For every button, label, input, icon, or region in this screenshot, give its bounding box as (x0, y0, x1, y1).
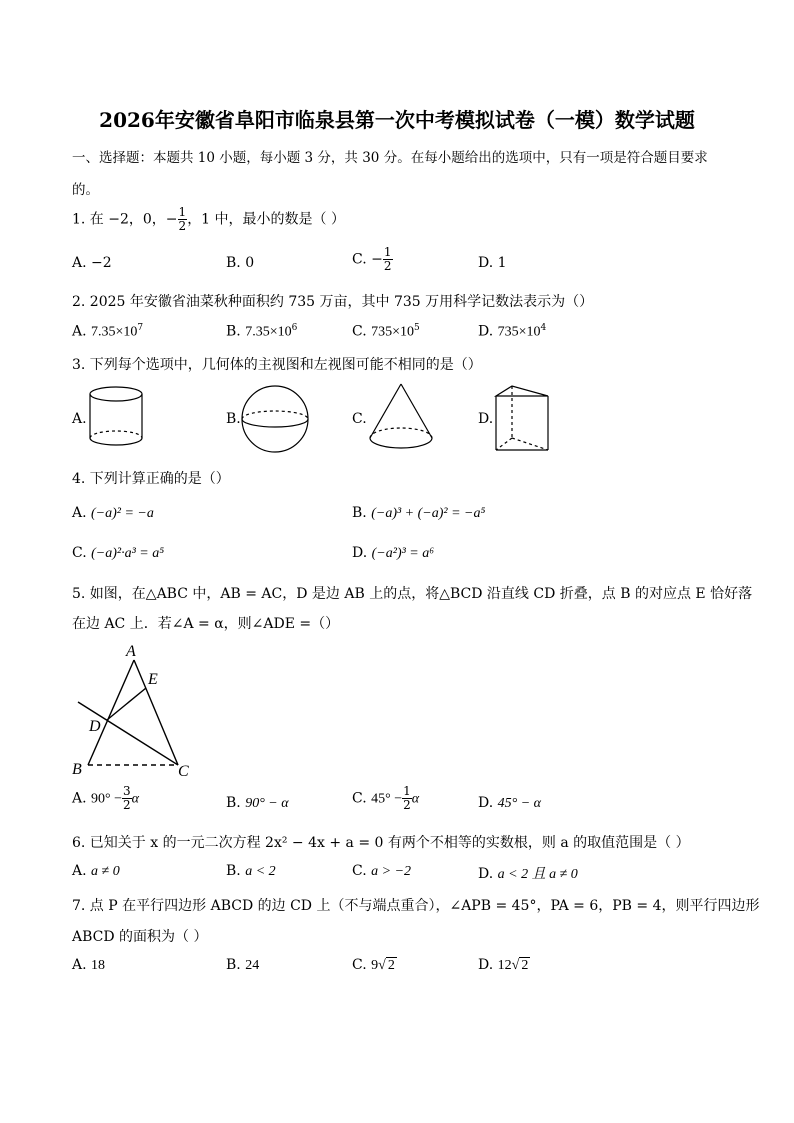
q2-c-base: 735×10 (371, 324, 415, 340)
q1-d-label: D. (478, 255, 494, 271)
q4-a-label: A. (72, 505, 87, 521)
q5-c-suffix: α (411, 791, 420, 807)
q5-option-a[interactable] (72, 785, 139, 812)
q7-option-c[interactable]: C. 9√ 2 (352, 957, 395, 973)
q6-b-text: a < 2 (245, 864, 276, 879)
q7-b-label: B. (226, 957, 241, 973)
q5-c-prefix: 45° − (371, 791, 403, 807)
q5-a-num: 3 (123, 784, 131, 798)
q1-option-a[interactable] (72, 255, 112, 271)
q5-d-label: D. (478, 795, 494, 811)
q6-c-text: a > −2 (371, 864, 412, 879)
question-7-line1: 7. 点 P 在平行四边形 ABCD 的边 CD 上（不与端点重合），∠APB = 45°，PA = 6，PB = 4，则平行四边形 (72, 898, 760, 914)
cylinder-icon (86, 384, 150, 450)
label-B: B (72, 761, 82, 778)
q6-option-d[interactable] (478, 863, 578, 883)
q1-option-d[interactable] (478, 255, 507, 271)
q7-a-label: A. (72, 957, 87, 973)
q7-b-text: 24 (245, 958, 260, 973)
q2-c-label: C. (352, 323, 367, 340)
q3-option-c-label[interactable]: C. (352, 411, 367, 427)
q2-d-label: D. (478, 323, 494, 340)
q1-frac-den: 2 (178, 219, 187, 233)
q7-d-radicand: 2 (521, 958, 529, 973)
q5-b-text: 90° − α (245, 796, 289, 811)
q7-option-d[interactable]: D. 12√ 2 (478, 957, 529, 973)
q1-c-prefix: − (371, 251, 383, 268)
q4-d-text: (−a²)³ = a⁶ (371, 546, 435, 561)
q6-b-label: B. (226, 863, 241, 879)
q6-option-c[interactable] (352, 863, 411, 880)
question-7-line2: ABCD 的面积为（ ） (72, 929, 208, 945)
q2-option-c[interactable] (352, 323, 420, 341)
q1-frac-num: 1 (178, 205, 187, 219)
question-5-line1: 5. 如图，在△ABC 中，AB = AC，D 是边 AB 上的点，将△BCD 沿直线 CD 折叠，点 B 的对应点 E 恰好落 (72, 586, 753, 602)
q5-b-label: B. (226, 795, 241, 811)
q4-option-d[interactable] (352, 545, 434, 562)
q4-c-text: (−a)²·a³ = a⁵ (91, 546, 165, 561)
section-heading-line2: 的。 (72, 182, 99, 198)
q5-a-prefix: 90° − (91, 791, 123, 807)
q7-c-label: C. (352, 957, 367, 973)
q2-option-b[interactable] (226, 323, 297, 341)
cone-icon (366, 382, 436, 454)
q1-c-fraction (383, 246, 393, 273)
q3-option-d-label[interactable]: D. (478, 411, 494, 427)
q5-c-num: 1 (403, 784, 411, 798)
q1-b-label: B. (226, 255, 241, 271)
q4-b-label: B. (352, 505, 367, 521)
triangular-prism-icon (492, 384, 552, 454)
q1-option-b[interactable] (226, 255, 254, 271)
q6-a-text: a ≠ 0 (91, 864, 120, 879)
sphere-icon (238, 384, 312, 456)
q7-c-radicand: 2 (387, 958, 395, 973)
q2-d-base: 735×10 (497, 324, 541, 340)
q4-b-text: (−a)³ + (−a)² = −a⁵ (371, 506, 486, 521)
label-C: C (178, 763, 189, 780)
q1-suffix: ，1 中，最小的数是（ ） (187, 211, 345, 228)
q1-c-num: 1 (383, 245, 392, 259)
q4-option-c[interactable] (72, 545, 164, 562)
q5-c-fraction (402, 785, 412, 812)
q2-c-exp: 5 (414, 323, 420, 333)
q3-option-b-label[interactable]: B. (226, 411, 241, 427)
q5-a-fraction (122, 785, 132, 812)
label-D: D (89, 718, 101, 735)
q6-option-a[interactable] (72, 863, 120, 880)
q1-b-text: 0 (245, 255, 255, 271)
q4-option-a[interactable] (72, 505, 154, 522)
q1-a-text: −2 (91, 255, 112, 271)
q2-b-label: B. (226, 323, 241, 340)
q7-option-b[interactable] (226, 957, 259, 974)
question-1-stem (72, 206, 345, 233)
q5-d-text: 45° − α (497, 796, 542, 811)
q4-a-text: (−a)² = −a (91, 506, 154, 521)
q1-a-label: A. (72, 255, 87, 271)
page-title: 2026年安徽省阜阳市临泉县第一次中考模拟试卷（一模）数学试题 (99, 108, 695, 132)
q2-b-exp: 6 (291, 323, 298, 333)
q6-d-text: a < 2 且 a ≠ 0 (497, 867, 578, 882)
q1-c-label: C. (352, 251, 367, 268)
q4-d-label: D. (352, 545, 368, 561)
question-6-stem: 6. 已知关于 x 的一元二次方程 2x² − 4x + a = 0 有两个不相等的实数根，则 a 的取值范围是（ ） (72, 835, 690, 851)
q5-a-label: A. (72, 790, 87, 807)
q7-d-label: D. (478, 957, 494, 973)
q1-d-text: 1 (497, 255, 507, 271)
q6-c-label: C. (352, 863, 367, 879)
q7-option-a[interactable] (72, 957, 105, 974)
q4-c-label: C. (72, 545, 87, 561)
question-5-line2: 在边 AC 上．若∠A = α，则∠ADE =（） (72, 616, 340, 632)
q5-c-label: C. (352, 790, 367, 807)
q6-option-b[interactable] (226, 863, 276, 880)
q3-option-a-label[interactable]: A. (72, 411, 87, 427)
q6-d-label: D. (478, 866, 494, 882)
q5-a-den: 2 (123, 798, 131, 812)
q5-option-b[interactable] (226, 795, 289, 812)
q2-a-exp: 7 (137, 323, 144, 333)
q2-option-a[interactable] (72, 323, 143, 341)
q1-prefix: 1. 在 −2，0，− (72, 211, 178, 228)
label-E: E (148, 671, 158, 688)
q2-option-d[interactable] (478, 323, 546, 341)
q7-c-coef: 9 (371, 958, 379, 973)
question-2-stem: 2. 2025 年安徽省油菜秋种面积约 735 万亩，其中 735 万用科学记数法表示为（） (72, 294, 594, 310)
q5-a-suffix: α (131, 791, 140, 807)
section-heading-line1: 一、选择题：本题共 10 小题，每小题 3 分，共 30 分。在每小题给出的选项中，只有一项是符合题目要求 (72, 150, 708, 166)
q1-c-den: 2 (383, 259, 392, 273)
question-3-stem: 3. 下列每个选项中，几何体的主视图和左视图可能不相同的是（） (72, 357, 482, 373)
q5-c-den: 2 (403, 798, 411, 812)
q7-d-coef: 12 (497, 958, 512, 973)
q2-d-exp: 4 (540, 323, 547, 333)
q4-option-b[interactable] (352, 505, 485, 522)
q1-option-c[interactable] (352, 246, 393, 273)
q5-option-c[interactable] (352, 785, 419, 812)
q5-option-d[interactable] (478, 795, 541, 812)
q1-fraction (178, 206, 188, 233)
label-A: A (126, 643, 136, 660)
q7-a-text: 18 (91, 958, 106, 973)
q2-b-base: 7.35×10 (245, 324, 292, 340)
question-4-stem: 4. 下列计算正确的是（） (72, 471, 230, 487)
q6-a-label: A. (72, 863, 87, 879)
q2-a-label: A. (72, 323, 87, 340)
triangle-figure (70, 640, 200, 782)
q2-a-base: 7.35×10 (91, 324, 138, 340)
